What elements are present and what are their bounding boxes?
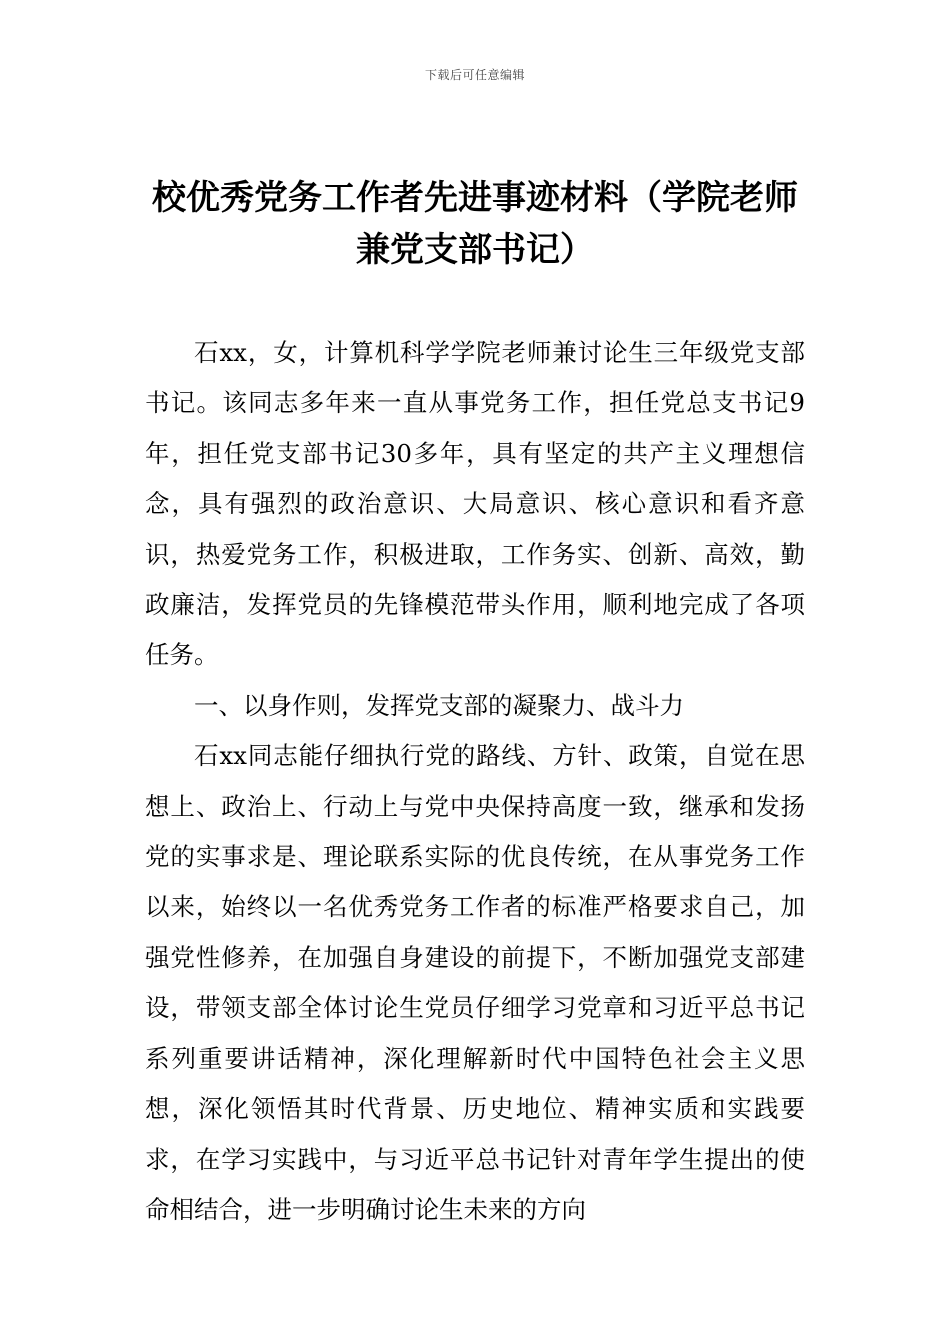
paragraph-intro: 石xx，女，计算机科学学院老师兼讨论生三年级党支部书记。该同志多年来一直从事党务工作，担任党总支书记9年，担任党支部书记30多年，具有坚定的共产主义理想信念，具有强烈的政治意识、大局意识、核心意识和看齐意识，热爱党务工作，积极进取，工作务实、创新、高效，勤政廉洁，发挥党员的先锋模范带头作用，顺利地完成了各项任务。 xyxy=(145,338,805,670)
paragraph-section-1: 石xx同志能仔细执行党的路线、方针、政策，自觉在思想上、政治上、行动上与党中央保持高度一致，继承和发扬党的实事求是、理论联系实际的优良传统，在从事党务工作以来，始终以一名优秀党务工作者的标准严格要求自己，加强党性修养，在加强自身建设的前提下，不断加强党支部建设，带领支部全体讨论生党员仔细学习党章和习近平总书记系列重要讲话精神，深化理解新时代中国特色社会主义思想，深化领悟其时代背景、历史地位、精神实质和实践要求，在学习实践中，与习近平总书记针对青年学生提出的使命相结合，进一步明确讨论生未来的方向 xyxy=(145,741,805,1224)
header-note: 下载后可任意编辑 xyxy=(424,68,525,82)
document-body xyxy=(145,328,805,1235)
section-heading-1: 一、以身作则，发挥党支部的凝聚力、战斗力 xyxy=(194,690,684,720)
document-title: 校优秀党务工作者先进事迹材料（学院老师兼党支部书记） xyxy=(152,178,798,270)
